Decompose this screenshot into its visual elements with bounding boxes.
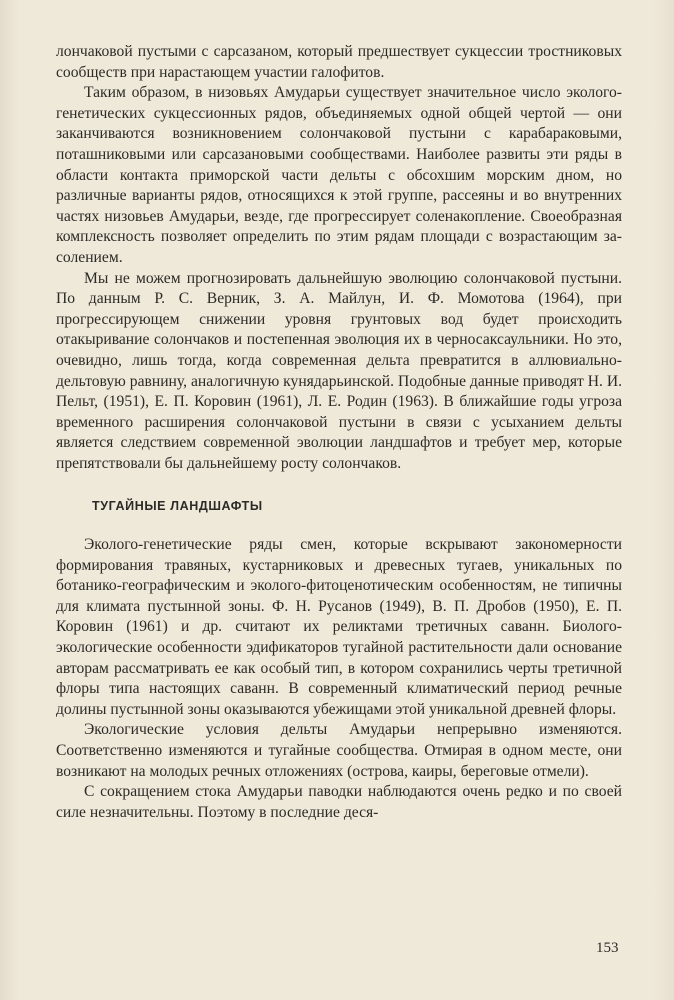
paragraph: Эколого-генетические ряды смен, которые вскрывают закономерности формирования травяных, кустарниковых и древесных тугаев, уникальных по ботанико-географическим и эколого-фитоценотическим особенностям, не типичны для климата пустынной зоны. Ф. Н. Русанов (1949), В. П. Дробов (1950), Е. П. Коровин (1961) и др. считают их реликтами третичных саванн. Биолого-экологические особенности эдификаторов тугайной растительности дали основание авторам рассматривать ее как особый тип, в котором сохранились черты третичной флоры типа настоящих саванн. В современный климатический период речные долины пустынной зоны оказываются убежищами этой уникальной древней флоры. bbox=[56, 536, 622, 718]
paragraph: Экологические условия дельты Амударьи непрерывно изменяются. Соответственно изменяются и тугайные сообщества. Отмирая в одном месте, они возникают на молодых речных отложениях (острова, каиры, береговые отмели). bbox=[56, 721, 622, 780]
paragraph: Таким образом, в низовьях Амударьи существует значительное число эколого-генетических сукцессионных рядов, объединяемых одной общей чертой — они заканчиваются возникновением солончаковой пустыни с карабараковыми, поташниковыми или сарсазановыми сообществами. Наиболее развиты эти ряды в области контакта приморской части дельты с обсохшим морским дном, но различные варианты рядов, относящихся к этой группе, рассеяны и во внутренних частях низовьев Амударьи, везде, где прогрессирует соленакопление. Своеобразная комплексность позволяет определить по этим рядам площади с возрастающим засолением. bbox=[56, 84, 622, 266]
page-number: 153 bbox=[596, 940, 619, 956]
paragraph: лончаковой пустыми с сарсазаном, который предшествует сукцессии тростниковых сообществ при нарастающем участии галофитов. bbox=[56, 43, 622, 81]
page-text bbox=[56, 42, 622, 823]
section-heading: ТУГАЙНЫЕ ЛАНДШАФТЫ bbox=[92, 499, 263, 514]
paragraph: Мы не можем прогнозировать дальнейшую эволюцию солончаковой пустыни. По данным Р. С. Верник, З. А. Майлун, И. Ф. Момотова (1964), при прогрессирующем снижении уровня грунтовых вод будет происходить отакыривание солончаков и постепенная эволюция их в черносаксаульники. Но это, очевидно, лишь тогда, когда современная дельта превратится в аллювиально-дельтовую равнину, аналогичную кунядарьинской. Подобные данные приводят Н. И. Пельт, (1951), Е. П. Коровин (1961), Л. Е. Родин (1963). В ближайшие годы угроза временного расширения солончаковой пустыни в связи с усыханием дельты является следствием современной эволюции ландшафтов и требует мер, которые препятствовали бы дальнейшему росту солончаков. bbox=[56, 269, 622, 472]
paragraph: С сокращением стока Амударьи паводки наблюдаются очень редко и по своей силе незначительны. Поэтому в последние деся- bbox=[56, 783, 622, 821]
